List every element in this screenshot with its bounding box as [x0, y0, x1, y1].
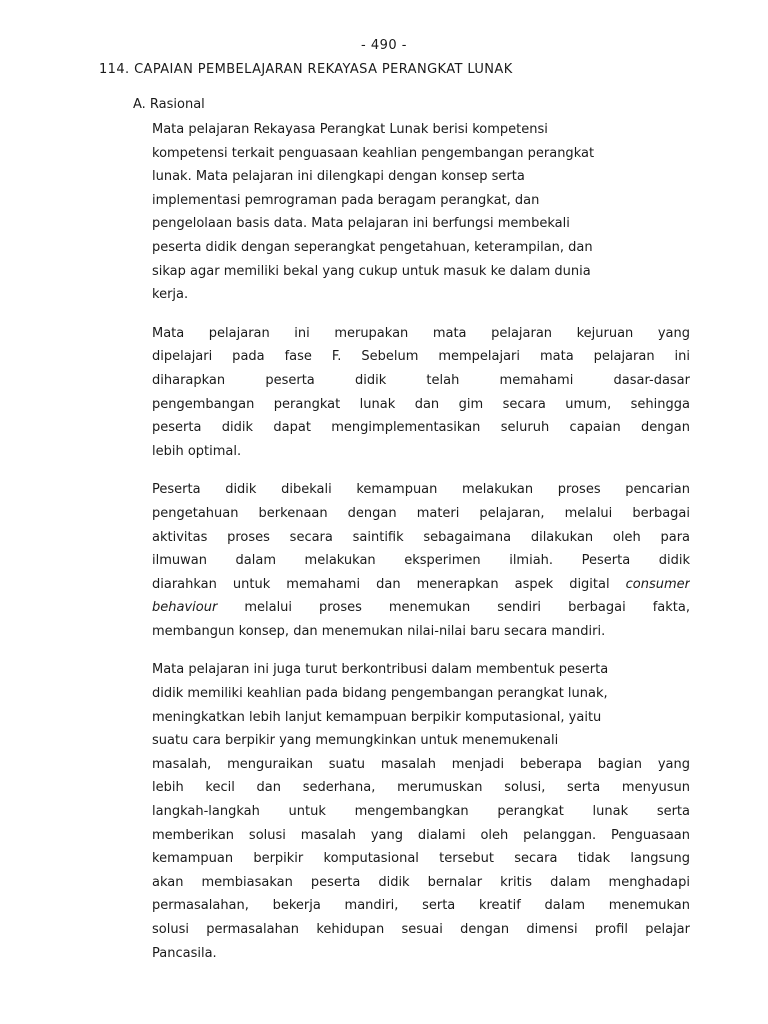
text-line: lebih optimal. [152, 443, 242, 459]
text-line: peserta didik dengan seperangkat pengetahuan, keterampilan, dan [152, 239, 593, 255]
text-line: kerja. [152, 287, 189, 303]
text-line: Pancasila. [152, 945, 217, 961]
text-line: diharapkan peserta didik telah memahami dasar-dasar [152, 372, 690, 388]
text-line: meningkatkan lebih lanjut kemampuan berpikir komputasional, yaitu [152, 709, 602, 725]
text-line: pengelolaan basis data. Mata pelajaran ini berfungsi membekali [152, 216, 570, 232]
text-line: Mata pelajaran ini juga turut berkontribusi dalam membentuk peserta [152, 662, 609, 678]
italic-term: consumer [625, 576, 690, 592]
text-line: solusi permasalahan kehidupan sesuai dengan dimensi profil pelajar [152, 922, 690, 937]
text-line: langkah-langkah untuk mengembangkan perangkat lunak serta [152, 804, 690, 820]
section-heading: A. Rasional [133, 97, 205, 112]
text-line: aktivitas proses secara saintifik sebagaimana dilakukan oleh para [152, 529, 690, 545]
text-line: permasalahan, bekerja mandiri, serta kreatif dalam menemukan [152, 898, 690, 914]
text-line: lebih kecil dan sederhana, merumuskan solusi, serta menyusun [152, 780, 690, 796]
text-line: kompetensi terkait penguasaan keahlian pengembangan perangkat [152, 145, 595, 161]
text-line: implementasi pemrograman pada beragam perangkat, dan [152, 192, 540, 208]
text-line: peserta didik dapat mengimplementasikan seluruh capaian dengan [152, 420, 690, 436]
text-line: behaviour melalui proses menemukan sendiri berbagai fakta, [152, 600, 690, 616]
paragraph [152, 478, 690, 643]
text-line: Peserta didik dibekali kemampuan melakukan proses pencarian [152, 482, 690, 498]
text-line: sikap agar memiliki bekal yang cukup untuk masuk ke dalam dunia [152, 263, 591, 279]
text-line: memberikan solusi masalah yang dialami oleh pelanggan. Penguasaan [152, 827, 690, 843]
text-line: Mata pelajaran ini merupakan mata pelajaran kejuruan yang [152, 325, 690, 341]
page-number: - 490 - [361, 38, 407, 53]
chapter-title: 114. CAPAIAN PEMBELAJARAN REKAYASA PERANGKAT LUNAK [99, 62, 513, 77]
text-line: pengetahuan berkenaan dengan materi pelajaran, melalui berbagai [152, 505, 690, 521]
document-body [152, 118, 690, 980]
text-line: masalah, menguraikan suatu masalah menjadi beberapa bagian yang [152, 756, 690, 772]
paragraph [152, 118, 690, 307]
text-line: Mata pelajaran Rekayasa Perangkat Lunak berisi kompetensi [152, 122, 548, 137]
paragraph [152, 658, 690, 965]
text-line: pengembangan perangkat lunak dan gim secara umum, sehingga [152, 396, 690, 412]
text-line: kemampuan berpikir komputasional tersebut secara tidak langsung [152, 851, 690, 867]
italic-term: behaviour [152, 600, 218, 616]
text-line: lunak. Mata pelajaran ini dilengkapi dengan konsep serta [152, 169, 525, 185]
text-line: ilmuwan dalam melakukan eksperimen ilmiah. Peserta didik [152, 553, 690, 569]
text-line: didik memiliki keahlian pada bidang pengembangan perangkat lunak, [152, 686, 608, 702]
text-line: diarahkan untuk memahami dan menerapkan aspek digital consumer [152, 576, 690, 592]
paragraph [152, 322, 690, 464]
text-line: akan membiasakan peserta didik bernalar kritis dalam menghadapi [152, 874, 690, 890]
text-line: membangun konsep, dan menemukan nilai-nilai baru secara mandiri. [152, 623, 606, 639]
text-line: suatu cara berpikir yang memungkinkan untuk menemukenali [152, 733, 559, 749]
text-line: dipelajari pada fase F. Sebelum mempelajari mata pelajaran ini [152, 349, 690, 365]
